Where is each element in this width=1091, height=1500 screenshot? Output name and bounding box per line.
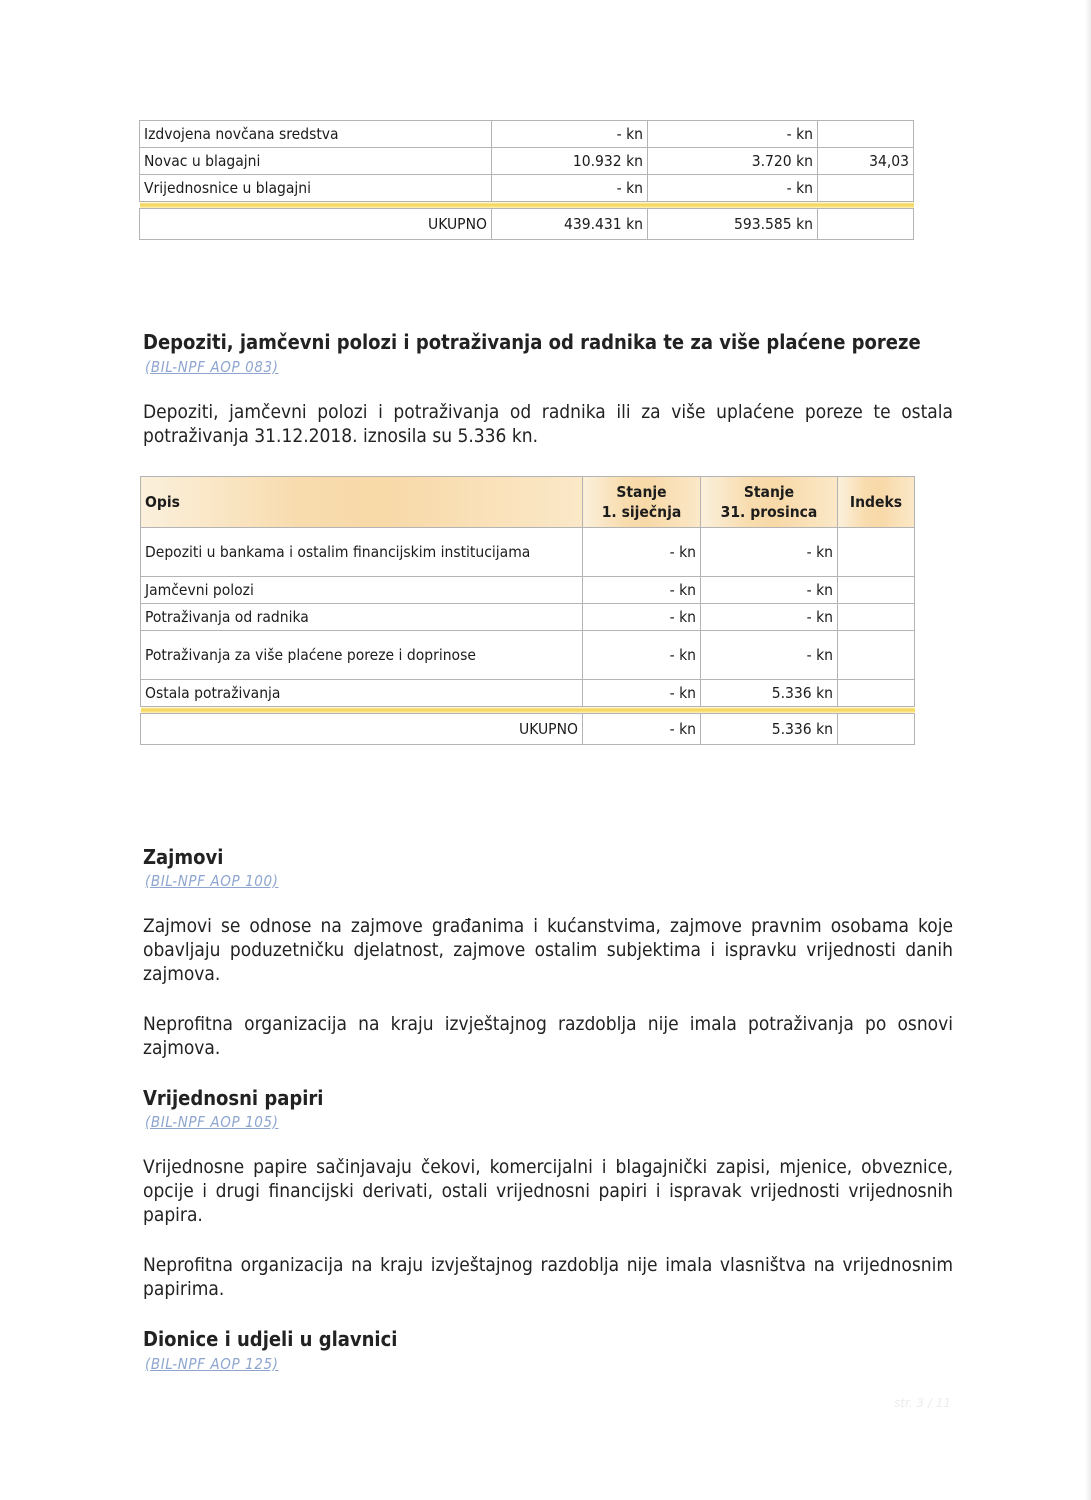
index-value <box>838 680 915 707</box>
total-label: UKUPNO <box>141 714 583 745</box>
header-start-date <box>583 477 701 528</box>
value-end: - kn <box>701 604 838 631</box>
aop-reference-105: (BIL-NPF AOP 105) <box>145 1113 279 1131</box>
index-value <box>838 577 915 604</box>
total-row <box>141 714 915 745</box>
section-heading-loans: Zajmovi <box>143 845 224 869</box>
value-start: - kn <box>583 631 701 680</box>
header-end-date <box>701 477 838 528</box>
separator-row <box>140 202 914 209</box>
value-end: - kn <box>648 121 818 148</box>
index-value <box>818 121 914 148</box>
deposits-paragraph: Depoziti, jamčevni polozi i potraživanja od radnika ili za više uplaćene poreze te ostala potraživanja 31.12.2018. iznosila su 5.336 kn. <box>143 401 953 447</box>
securities-paragraph-2: Neprofitna organizacija na kraju izvještajnog razdoblja nije imala vlasništva na vrijednosnim papirima. <box>143 1254 953 1300</box>
header-end-line2: 31. prosinca <box>720 503 818 521</box>
aop-reference-125: (BIL-NPF AOP 125) <box>145 1355 279 1373</box>
value-end: - kn <box>701 577 838 604</box>
row-label: Jamčevni polozi <box>141 577 583 604</box>
table-row <box>141 528 915 577</box>
value-start: - kn <box>583 577 701 604</box>
loans-paragraph-1: Zajmovi se odnose na zajmove građanima i kućanstvima, zajmove pravnim osobama koje obavljaju poduzetničku djelatnost, zajmove ostalim subjektima i ispravku vrijednosti danih zajmova. <box>143 915 953 985</box>
value-end: 5.336 kn <box>701 680 838 707</box>
total-index <box>838 714 915 745</box>
table-row <box>140 175 914 202</box>
separator-bar <box>141 707 915 714</box>
index-value: 34,03 <box>818 148 914 175</box>
total-label: UKUPNO <box>140 209 492 240</box>
securities-paragraph-1: Vrijednosne papire sačinjavaju čekovi, komercijalni i blagajnički zapisi, mjenice, obveznice, opcije i drugi financijski derivati, ostali vrijednosni papiri i ispravak vrijednosti vrijednosnih papira. <box>143 1156 953 1226</box>
row-label: Novac u blagajni <box>140 148 492 175</box>
aop-reference-083: (BIL-NPF AOP 083) <box>145 358 279 376</box>
row-label: Potraživanja za više plaćene poreze i doprinose <box>141 631 583 680</box>
value-end: - kn <box>648 175 818 202</box>
total-end: 5.336 kn <box>701 714 838 745</box>
table-row <box>140 121 914 148</box>
header-end-line1: Stanje <box>743 483 795 501</box>
value-start: 10.932 kn <box>492 148 648 175</box>
row-label: Potraživanja od radnika <box>141 604 583 631</box>
total-start: - kn <box>583 714 701 745</box>
total-start: 439.431 kn <box>492 209 648 240</box>
header-opis: Opis <box>141 477 583 528</box>
total-index <box>818 209 914 240</box>
separator-row <box>141 707 915 714</box>
index-value <box>838 631 915 680</box>
index-value <box>838 604 915 631</box>
value-start: - kn <box>583 528 701 577</box>
table-row <box>141 680 915 707</box>
value-end: 3.720 kn <box>648 148 818 175</box>
total-end: 593.585 kn <box>648 209 818 240</box>
row-label: Vrijednosnice u blagajni <box>140 175 492 202</box>
separator-bar <box>140 202 914 209</box>
value-start: - kn <box>492 175 648 202</box>
table-row <box>141 604 915 631</box>
value-start: - kn <box>583 604 701 631</box>
loans-paragraph-2: Neprofitna organizacija na kraju izvještajnog razdoblja nije imala potraživanja po osnovi zajmova. <box>143 1013 953 1059</box>
deposits-table <box>140 476 915 745</box>
section-heading-securities: Vrijednosni papiri <box>143 1086 324 1110</box>
aop-reference-100: (BIL-NPF AOP 100) <box>145 872 279 890</box>
value-end: - kn <box>701 528 838 577</box>
index-value <box>818 175 914 202</box>
header-start-line2: 1. siječnja <box>601 503 682 521</box>
value-start: - kn <box>492 121 648 148</box>
row-label: Izdvojena novčana sredstva <box>140 121 492 148</box>
table-header-row <box>141 477 915 528</box>
table-row <box>140 148 914 175</box>
row-label: Depoziti u bankama i ostalim financijskim institucijama <box>141 528 583 577</box>
index-value <box>838 528 915 577</box>
header-start-line1: Stanje <box>616 483 667 501</box>
total-row <box>140 209 914 240</box>
table-row <box>141 577 915 604</box>
header-index: Indeks <box>838 477 915 528</box>
page-edge <box>1085 0 1091 1500</box>
cash-table <box>139 120 914 240</box>
row-label: Ostala potraživanja <box>141 680 583 707</box>
section-heading-deposits: Depoziti, jamčevni polozi i potraživanja od radnika te za više plaćene poreze <box>143 330 921 354</box>
value-end: - kn <box>701 631 838 680</box>
section-heading-shares: Dionice i udjeli u glavnici <box>143 1327 398 1351</box>
value-start: - kn <box>583 680 701 707</box>
table-row <box>141 631 915 680</box>
page-number: str. 3 / 11 <box>894 1396 951 1410</box>
